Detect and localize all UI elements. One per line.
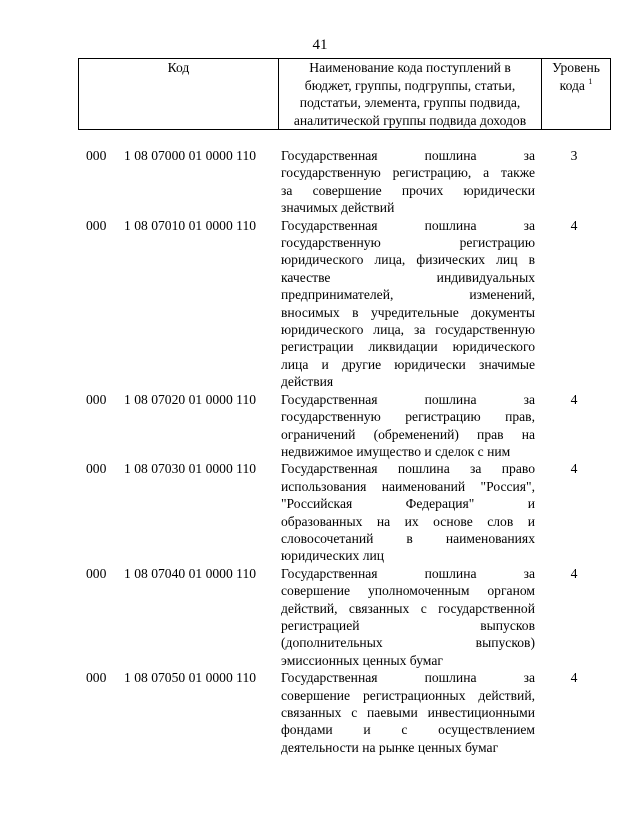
table-row bbox=[0, 460, 640, 564]
row-name-line: Государственная пошлина за bbox=[281, 148, 535, 163]
header-level-line bbox=[542, 77, 610, 95]
row-name-line: ограничений (обременений) прав на bbox=[281, 426, 535, 442]
row-name-line: использования наименований "Россия", bbox=[281, 478, 535, 494]
row-name-line: Государственная пошлина за bbox=[281, 670, 535, 686]
row-name-line: лица и другие юридически значимые bbox=[281, 356, 535, 372]
row-level: 4 bbox=[570, 217, 578, 233]
table-row bbox=[0, 147, 640, 217]
row-name-line: действий, связанных с государственной bbox=[281, 600, 535, 616]
row-code: 1 08 07000 01 0000 110 bbox=[124, 148, 257, 163]
row-name-line: государственную регистрацию прав, bbox=[281, 409, 535, 425]
row-prefix: 000 bbox=[86, 391, 107, 407]
row-prefix: 000 bbox=[86, 461, 107, 477]
row-name-line: за совершение прочих юридически bbox=[281, 182, 535, 198]
row-prefix: 000 bbox=[86, 670, 107, 686]
table-header bbox=[78, 58, 611, 130]
row-prefix: 000 bbox=[86, 148, 107, 163]
row-name-line: действия bbox=[281, 374, 334, 390]
row-name-line: юридического лица, за государственную bbox=[281, 322, 535, 338]
row-name-line: государственную регистрацию, а также bbox=[281, 165, 535, 181]
row-name bbox=[281, 669, 535, 756]
table-row bbox=[0, 669, 640, 756]
row-code: 1 08 07040 01 0000 110 bbox=[124, 565, 257, 581]
page-number: 41 bbox=[312, 37, 328, 53]
table-row bbox=[0, 217, 640, 391]
row-prefix: 000 bbox=[86, 565, 107, 581]
row-name-line: связанных с паевыми инвестиционными bbox=[281, 705, 535, 720]
header-name-line: аналитической группы подвида доходов bbox=[293, 112, 527, 128]
row-name-line: "Российская Федерация" и bbox=[281, 496, 535, 512]
row-name-line: недвижимое имущество и сделок с ним bbox=[281, 443, 511, 459]
header-code: Код bbox=[79, 59, 279, 130]
row-name-line: вносимых в учредительные документы bbox=[281, 304, 535, 320]
header-name-line: Наименование кода поступлений в bbox=[309, 60, 511, 75]
row-name-line: регистрацией выпусков bbox=[281, 617, 535, 633]
row-name-line: фондами и с осуществлением bbox=[281, 722, 535, 738]
row-code: 1 08 07020 01 0000 110 bbox=[124, 391, 257, 407]
header-level bbox=[542, 59, 611, 130]
row-code: 1 08 07030 01 0000 110 bbox=[124, 461, 257, 477]
row-level: 4 bbox=[570, 461, 578, 477]
row-name-line: эмиссионных ценных бумаг bbox=[281, 652, 443, 668]
row-name-line: образованных на их основе слов и bbox=[281, 513, 535, 529]
row-name-line: юридических лиц bbox=[281, 548, 385, 564]
header-name-line: бюджет, группы, подгруппы, статьи, bbox=[304, 77, 516, 93]
row-level: 4 bbox=[570, 670, 578, 686]
header-level-line: Уровень bbox=[552, 60, 600, 75]
row-name bbox=[281, 565, 535, 669]
row-level: 4 bbox=[570, 391, 578, 407]
row-code: 1 08 07010 01 0000 110 bbox=[124, 217, 257, 233]
row-name-line: регистрации ликвидации юридического bbox=[281, 339, 535, 355]
row-name-line: Государственная пошлина за bbox=[281, 391, 535, 407]
row-name bbox=[281, 391, 535, 461]
row-name-line: (дополнительных выпусков) bbox=[281, 635, 535, 651]
row-name-line: словосочетаний в наименованиях bbox=[281, 530, 535, 546]
row-prefix: 000 bbox=[86, 217, 107, 233]
row-name-line: государственную регистрацию bbox=[281, 235, 535, 251]
row-name bbox=[281, 147, 535, 217]
row-level: 3 bbox=[570, 148, 578, 163]
row-name-line: Государственная пошлина за bbox=[281, 565, 535, 581]
row-name bbox=[281, 217, 535, 391]
table-body bbox=[0, 147, 640, 756]
row-level: 4 bbox=[570, 565, 578, 581]
row-name-line: предпринимателей, изменений, bbox=[281, 287, 535, 303]
row-name-line: совершение регистрационных действий, bbox=[281, 687, 535, 703]
row-name-line: качестве индивидуальных bbox=[281, 269, 535, 285]
row-code: 1 08 07050 01 0000 110 bbox=[124, 670, 257, 686]
table-row bbox=[0, 391, 640, 461]
row-name bbox=[281, 460, 535, 564]
row-name-line: Государственная пошлина за право bbox=[281, 461, 535, 477]
header-level-text: кода bbox=[559, 77, 585, 93]
row-name-line: юридического лица, физических лиц в bbox=[281, 252, 535, 268]
row-name-line: Государственная пошлина за bbox=[281, 217, 535, 233]
row-name-line: совершение уполномоченным органом bbox=[281, 583, 535, 599]
footnote-marker: 1 bbox=[588, 76, 593, 86]
header-name bbox=[279, 59, 542, 130]
row-name-line: деятельности на рынке ценных бумаг bbox=[281, 739, 499, 755]
header-name-line: подстатьи, элемента, группы подвида, bbox=[299, 95, 521, 110]
table-row bbox=[0, 565, 640, 669]
row-name-line: значимых действий bbox=[281, 200, 395, 216]
